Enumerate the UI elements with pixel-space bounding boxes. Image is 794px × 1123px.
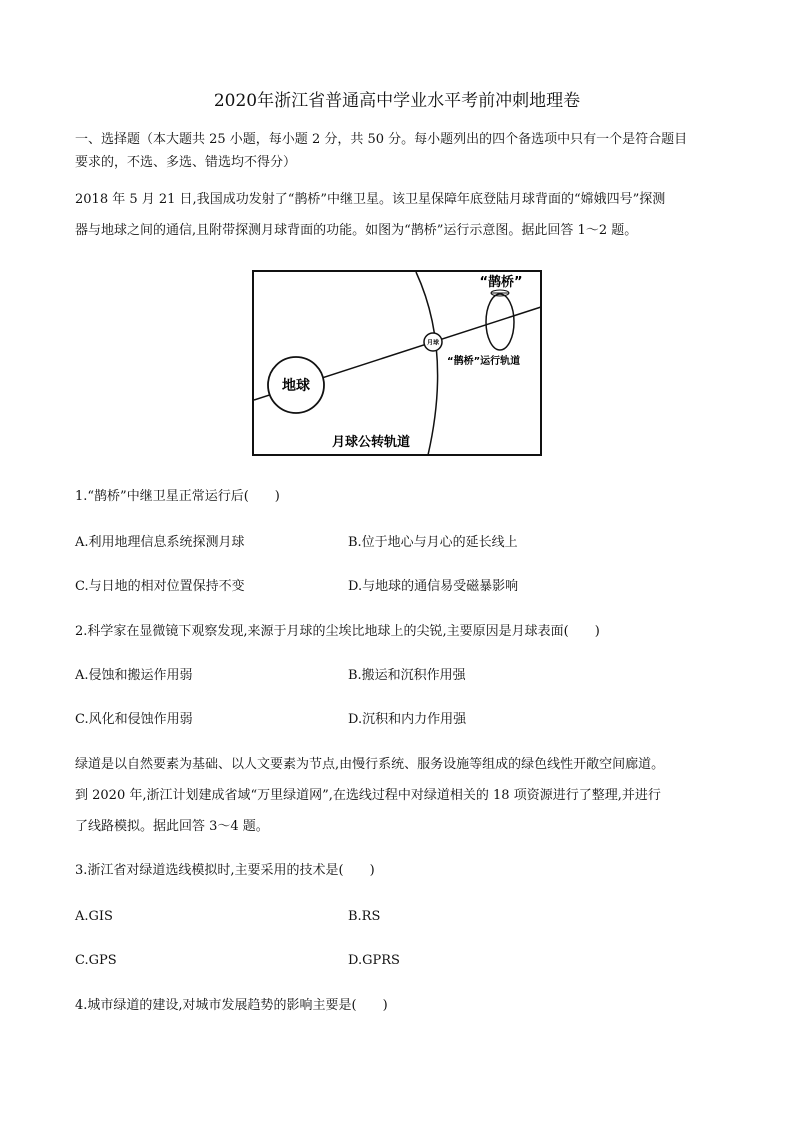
queqiao-orbit-diagram (252, 270, 542, 456)
queqiao-label: “鹊桥” (479, 275, 523, 290)
passage-1-line-1: 2018 年 5 月 21 日,我国成功发射了“鹊桥”中继卫星。该卫星保障年底登陆月球背面的“嫦娥四号”探测 (75, 192, 666, 207)
section-instruction-line-1: 一、选择题（本大题共 25 小题，每小题 2 分，共 50 分。每小题列出的四个备选项中只有一个是符合题目 (75, 132, 688, 147)
question-1-option-b: B.位于地心与月心的延长线上 (348, 535, 518, 550)
question-4-stem: 4.城市绿道的建设,对城市发展趋势的影响主要是( ) (75, 998, 388, 1013)
question-3-option-b: B.RS (348, 909, 381, 924)
question-1-stem: 1.“鹊桥”中继卫星正常运行后( ) (75, 489, 280, 504)
passage-1-line-2: 器与地球之间的通信,且附带探测月球背面的功能。如图为“鹊桥”运行示意图。据此回答 1～2 题。 (75, 223, 638, 238)
question-3-stem: 3.浙江省对绿道选线模拟时,主要采用的技术是( ) (75, 863, 375, 878)
moon-orbit-label: 月球公转轨道 (332, 435, 411, 450)
question-1-option-c: C.与日地的相对位置保持不变 (75, 579, 245, 594)
question-3-option-c: C.GPS (75, 953, 117, 968)
question-2-option-a: A.侵蚀和搬运作用弱 (75, 668, 193, 683)
question-3-option-d: D.GPRS (348, 953, 400, 968)
page-title: 2020年浙江省普通高中学业水平考前冲刺地理卷 (213, 91, 581, 111)
question-3-option-a: A.GIS (75, 909, 113, 924)
earth-label: 地球 (282, 378, 310, 394)
question-1-option-a: A.利用地理信息系统探测月球 (75, 535, 245, 550)
passage-2-line-1: 绿道是以自然要素为基础、以人文要素为节点,由慢行系统、服务设施等组成的绿色线性开敞空间廊道。 (75, 757, 665, 772)
section-instruction-line-2: 要求的，不选、多选、错选均不得分） (75, 155, 297, 170)
question-2-option-b: B.搬运和沉积作用强 (348, 668, 466, 683)
queqiao-orbit-label: “鹊桥”运行轨道 (447, 356, 521, 367)
question-1-option-d: D.与地球的通信易受磁暴影响 (348, 579, 519, 594)
passage-2-line-2: 到 2020 年,浙江计划建成省域“万里绿道网”,在选线过程中对绿道相关的 18 项资源进行了整理,并进行 (75, 788, 661, 803)
question-2-option-d: D.沉积和内力作用强 (348, 712, 467, 727)
question-2-option-c: C.风化和侵蚀作用弱 (75, 712, 193, 727)
passage-2-line-3: 了线路模拟。据此回答 3～4 题。 (75, 819, 269, 834)
question-2-stem: 2.科学家在显微镜下观察发现,来源于月球的尘埃比地球上的尖锐,主要原因是月球表面( ) (75, 624, 600, 639)
moon-label: 月球 (426, 339, 440, 347)
